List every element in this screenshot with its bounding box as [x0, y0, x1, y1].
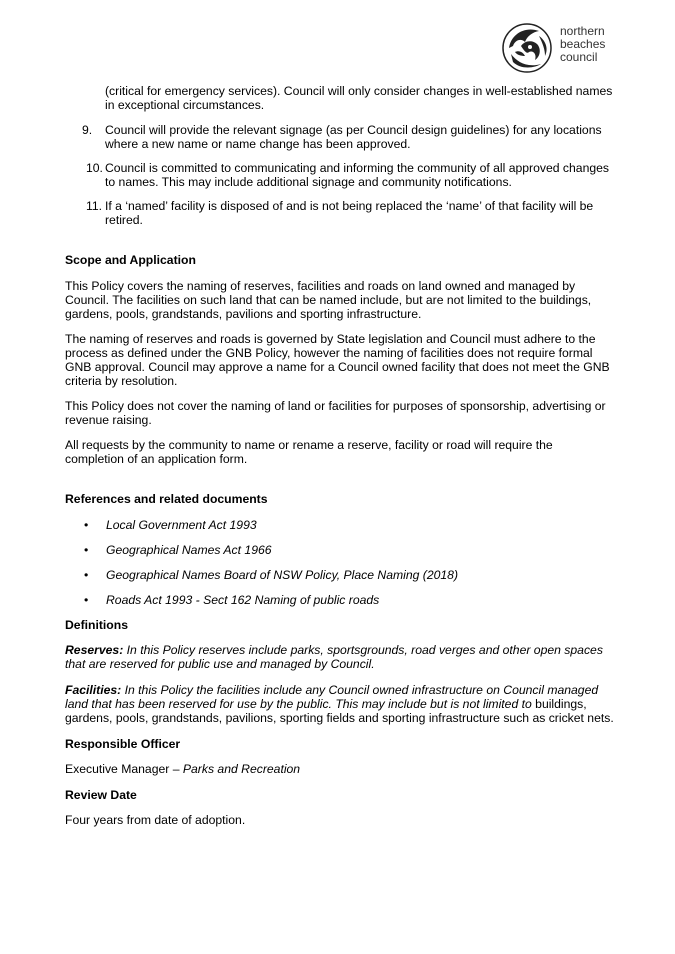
list-item [65, 518, 615, 532]
list-item-text: If a ‘named’ facility is disposed of and is not being replaced the ‘name’ of that facility will be retired. [105, 199, 594, 227]
reference-text: Roads Act 1993 - Sect 162 Naming of public roads [106, 593, 380, 607]
scope-paragraph: The naming of reserves and roads is governed by State legislation and Council must adhere to the process as defined under the GNB Policy, however the naming of facilities does not require formal GNB approval. Council may approve a name for a Council owned facility that does not meet the GNB criteria by resolution. [65, 332, 610, 388]
officer-text [65, 762, 615, 776]
council-logo [499, 22, 619, 74]
bullet-icon: • [84, 568, 89, 582]
list-item-number: 10. [86, 161, 103, 175]
list-item [65, 568, 615, 582]
bullet-icon: • [84, 518, 89, 532]
scope-section [65, 253, 615, 466]
policy-principles-list [65, 84, 615, 227]
reserves-definition [65, 643, 615, 671]
scope-paragraph: All requests by the community to name or rename a reserve, facility or road will require the completion of an application form. [65, 438, 553, 466]
officer-section [65, 737, 615, 776]
reserves-term: Reserves: [65, 643, 124, 657]
list-item [65, 199, 615, 227]
reference-text: Local Government Act 1993 [106, 518, 257, 532]
references-section [65, 492, 615, 607]
bullet-icon: • [84, 593, 89, 607]
document-body [65, 84, 615, 827]
facilities-text-italic: In this Policy the facilities include any Council owned infrastructure on Council managed land that has been reserved for use by the public. This may include but is not limited to [65, 683, 599, 711]
review-text: Four years from date of adoption. [65, 813, 246, 827]
logo-line-1: northern [560, 24, 605, 38]
facilities-term: Facilities: [65, 683, 122, 697]
scope-heading: Scope and Application [65, 253, 196, 267]
list-item [65, 84, 615, 112]
list-item-text: Council will provide the relevant signage (as per Council design guidelines) for any locations where a new name or name change has been approved. [105, 123, 602, 151]
list-item [65, 123, 615, 151]
review-heading: Review Date [65, 788, 137, 802]
reserves-text: In this Policy reserves include parks, sportsgrounds, road verges and other open spaces that are reserved for public use and managed by Council. [65, 643, 603, 671]
reference-text: Geographical Names Act 1966 [106, 543, 272, 557]
list-item [65, 543, 615, 557]
bullet-icon: • [84, 543, 89, 557]
list-item [65, 593, 615, 607]
references-heading: References and related documents [65, 492, 268, 506]
officer-prefix: Executive Manager – [65, 762, 183, 776]
review-section [65, 788, 615, 827]
list-item-text: Council is committed to communicating and informing the community of all approved changes to names. This may include additional signage and community notifications. [105, 161, 609, 189]
list-item-number: 9. [82, 123, 93, 137]
facilities-text-plain: buildings, gardens, pools, grandstands, pavilions, sporting fields and sporting infrastructure such as cricket nets. [65, 697, 614, 725]
logo-line-3: council [560, 50, 598, 64]
definitions-section [65, 618, 615, 725]
officer-heading: Responsible Officer [65, 737, 181, 751]
officer-role: Parks and Recreation [182, 762, 301, 776]
northern-beaches-emblem-icon [499, 22, 555, 74]
references-list [65, 518, 615, 607]
reference-text: Geographical Names Board of NSW Policy, Place Naming (2018) [106, 568, 459, 582]
list-item-text: (critical for emergency services). Council will only consider changes in well-established names in exceptional circumstances. [105, 84, 613, 112]
list-item-number: 11. [86, 199, 103, 213]
facilities-definition [65, 683, 615, 725]
scope-paragraph: This Policy does not cover the naming of land or facilities for purposes of sponsorship, advertising or revenue raising. [65, 399, 606, 427]
council-name [560, 25, 605, 64]
list-item [65, 161, 615, 189]
definitions-heading: Definitions [65, 618, 128, 632]
scope-paragraph: This Policy covers the naming of reserves, facilities and roads on land owned and managed by Council. The facilities on such land that can be named include, but are not limited to the buildings, gardens, pools, grandstands, pavilions and sporting infrastructure. [65, 279, 592, 321]
logo-line-2: beaches [560, 37, 606, 51]
